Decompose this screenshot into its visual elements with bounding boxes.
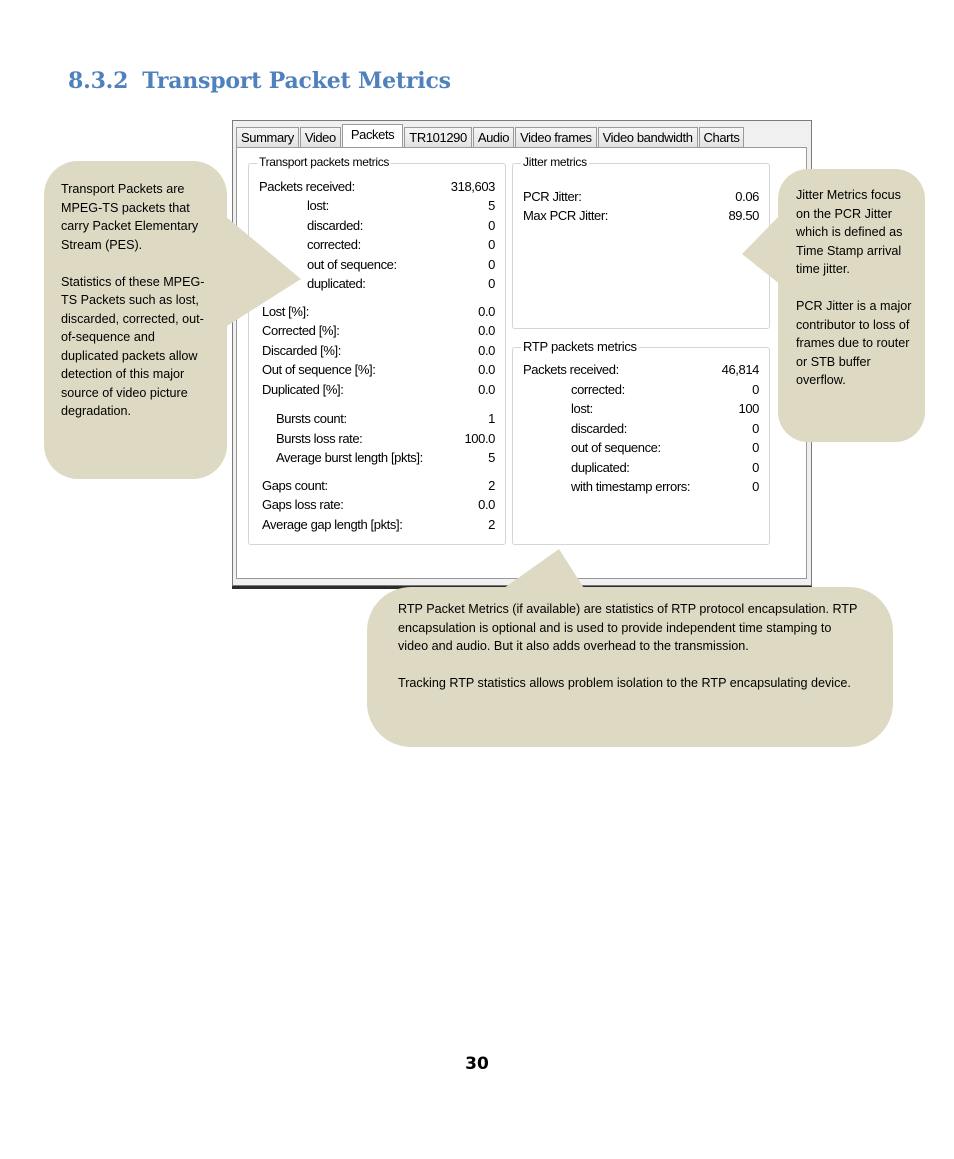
metric-row: duplicated: 0 <box>571 460 759 475</box>
metric-row: Duplicated [%]: 0.0 <box>262 382 495 397</box>
callout-paragraph: Jitter Metrics focus on the PCR Jitter which is defined as Time Stamp arrival time jitter. <box>796 188 903 276</box>
metric-row: Bursts loss rate: 100.0 <box>276 431 495 446</box>
rtp-metrics-group <box>512 339 770 545</box>
metric-row: Gaps count: 2 <box>262 478 495 493</box>
metric-row: discarded: 0 <box>571 421 759 436</box>
tab-video[interactable]: Video <box>300 127 341 147</box>
metric-row: discarded: 0 <box>307 218 495 233</box>
callout-paragraph: Statistics of these MPEG-TS Packets such as lost, discarded, corrected, out-of-sequence and duplicated packets allow detection of this major source of video picture degradation. <box>61 274 205 418</box>
section-number: 8.3.2 <box>68 68 129 94</box>
stream-analyzer-window <box>232 120 812 586</box>
metric-row: with timestamp errors: 0 <box>571 479 759 494</box>
metric-row: Average burst length [pkts]: 5 <box>276 450 495 465</box>
metric-row: Max PCR Jitter: 89.50 <box>523 208 759 223</box>
section-heading <box>68 68 451 94</box>
metric-row: Packets received: 46,814 <box>523 362 759 377</box>
metric-row: Average gap length [pkts]: 2 <box>262 517 495 532</box>
metric-row: out of sequence: 0 <box>307 257 495 272</box>
callout-paragraph: Tracking RTP statistics allows problem isolation to the RTP encapsulating device. <box>398 676 851 690</box>
transport-callout <box>44 161 227 479</box>
tab-tr101290[interactable]: TR101290 <box>404 127 472 147</box>
tab-video-bandwidth[interactable]: Video bandwidth <box>598 127 698 147</box>
metric-row: PCR Jitter: 0.06 <box>523 189 759 204</box>
group-title: Jitter metrics <box>523 155 587 169</box>
tab-audio[interactable]: Audio <box>473 127 514 147</box>
jitter-metrics-group <box>512 155 770 329</box>
group-title: RTP packets metrics <box>523 339 637 354</box>
tab-packets[interactable]: Packets <box>342 124 403 148</box>
metric-row: out of sequence: 0 <box>571 440 759 455</box>
callout-paragraph: RTP Packet Metrics (if available) are statistics of RTP protocol encapsulation. RTP encapsulation is optional and is used to provide independent time stamping to video and audio. But it also adds overhead to the transmission. <box>398 602 858 653</box>
page-number: 30 <box>465 1054 489 1074</box>
metric-row: Out of sequence [%]: 0.0 <box>262 362 495 377</box>
callout-paragraph: Transport Packets are MPEG-TS packets that carry Packet Elementary Stream (PES). <box>61 182 199 252</box>
metric-row: Gaps loss rate: 0.0 <box>262 497 495 512</box>
tab-bar <box>236 125 745 147</box>
tab-video-frames[interactable]: Video frames <box>515 127 597 147</box>
jitter-callout <box>778 169 925 442</box>
callout-pointer <box>219 201 309 341</box>
callout-paragraph: PCR Jitter is a major contributor to loss of frames due to router or STB buffer overflow. <box>796 299 912 387</box>
metric-row: corrected: 0 <box>307 237 495 252</box>
metric-row: Lost [%]: 0.0 <box>262 304 495 319</box>
metric-row: Bursts count: 1 <box>276 411 495 426</box>
metric-row: corrected: 0 <box>571 382 759 397</box>
metric-row: duplicated: 0 <box>307 276 495 291</box>
metric-row: Discarded [%]: 0.0 <box>262 343 495 358</box>
metric-row: Packets received: 318,603 <box>259 179 495 194</box>
metric-row: lost: 5 <box>307 198 495 213</box>
section-title: Transport Packet Metrics <box>142 68 451 94</box>
tab-charts[interactable]: Charts <box>699 127 745 147</box>
packets-pane <box>236 147 807 579</box>
metric-row: lost: 100 <box>571 401 759 416</box>
rtp-callout <box>367 587 893 747</box>
metric-row: Corrected [%]: 0.0 <box>262 323 495 338</box>
tab-summary[interactable]: Summary <box>236 127 299 147</box>
group-title: Transport packets metrics <box>259 155 390 169</box>
